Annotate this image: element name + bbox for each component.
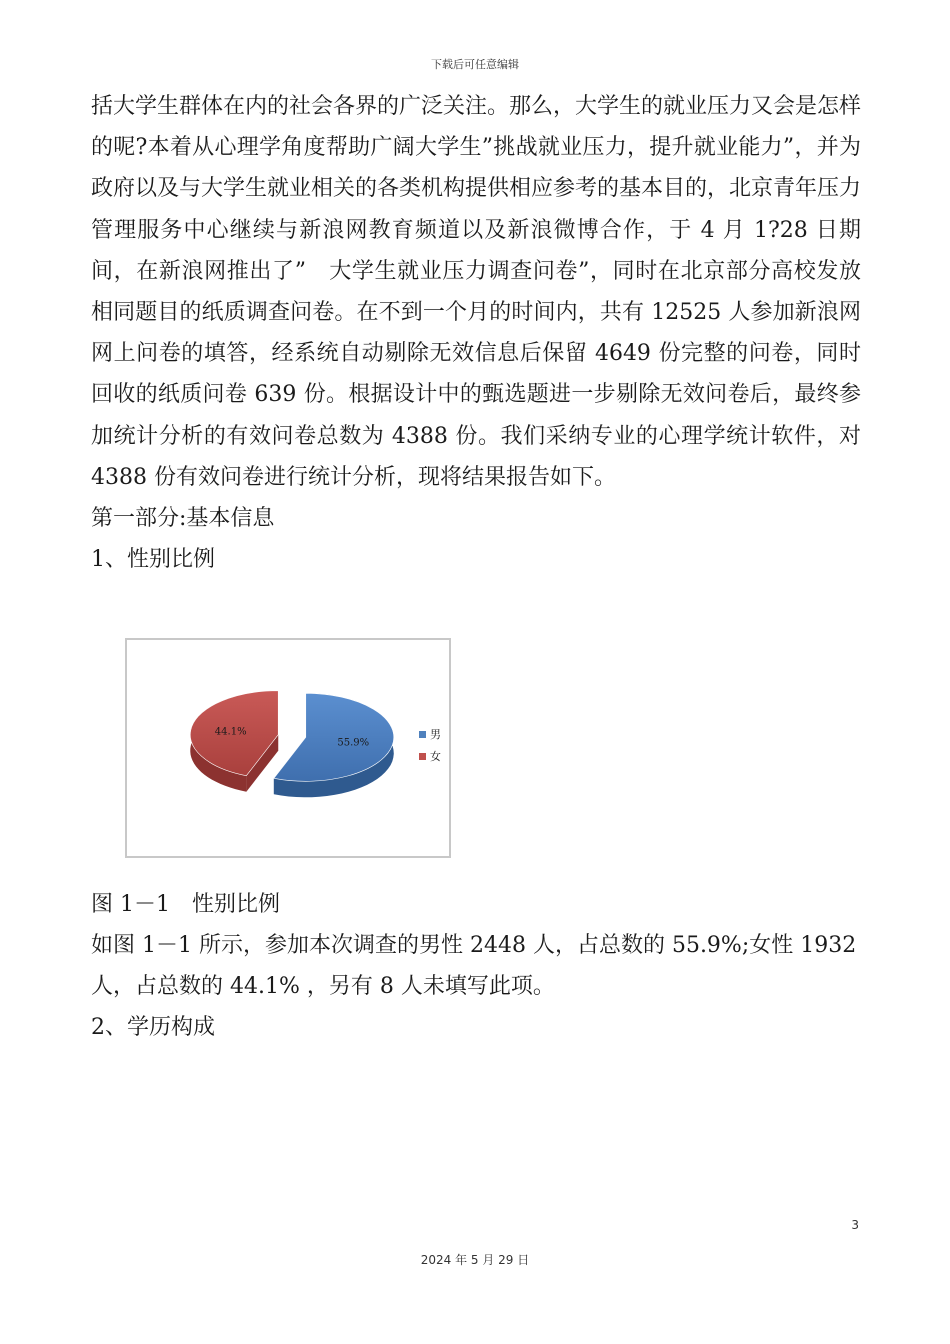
legend-swatch-0 [419,731,426,738]
figure-caption: 图 1－1 性别比例 [91,892,280,917]
page-header: 下载后可任意编辑 [431,58,519,71]
gender-pie-chart [125,638,451,858]
slice-female [190,691,278,792]
pie-svg [127,640,449,856]
legend-label-1: 女 [430,750,441,763]
gender-paragraph: 如图 1－1 所示，参加本次调查的男性 2448 人，占总数的 55.9%;女性 1932 人，占总数的 44.1% ，另有 8 人未填写此项。 [91,933,857,999]
part-title: 第一部分:基本信息 [91,506,275,532]
legend-label-0: 男 [430,728,441,741]
slice-male-label: 55.9% [337,737,370,749]
intro-paragraph: 括大学生群体在内的社会各界的广泛关注。那么，大学生的就业压力又会是怎样的呢?本着从心理学角度帮助广阔大学生”挑战就业压力，提升就业能力”，并为政府以及与大学生就业相关的各类机构提供相应参考的基本目的，北京青年压力管理服务中心继续与新浪网教育频道以及新浪微博合作，于 4 月 1?28 日期间，在新浪网推出了” 大学生就业压力调查问卷”，同时在北京部分高校发放相同题目的纸质调查问卷。在不到一个月的时间内，共有 12525 人参加新浪网网上问卷的填答，经系统自动剔除无效信息后保留 4649 份完整的问卷，同时回收的纸质问卷 639 份。根据设计中的甄选题进一步剔除无效问卷后，最终参加统计分析的有效问卷总数为 4388 份。我们采纳专业的心理学统计软件，对 4388 份有效问卷进行统计分析，现将结果报告如下。 [91,94,862,490]
page-footer-date: 2024 年 5 月 29 日 [420,1253,530,1267]
section-title-gender: 1、性别比例 [91,547,215,573]
legend-swatch-1 [419,753,426,760]
slice-female-label: 44.1% [214,726,247,738]
page-number: 3 [851,1218,859,1232]
slice-male [274,693,394,797]
section-title-education: 2、学历构成 [91,1015,215,1040]
body-text [91,86,861,580]
